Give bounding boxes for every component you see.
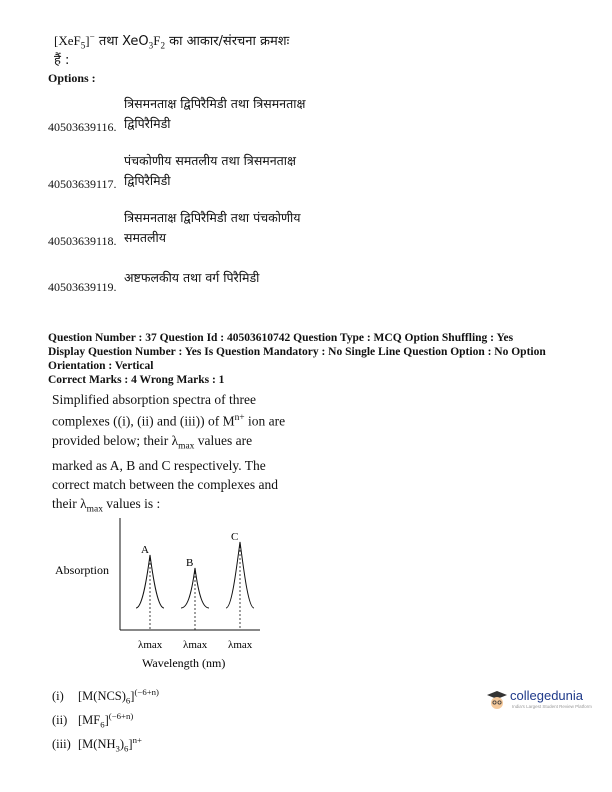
options-label: Options :: [48, 71, 96, 85]
question-text: [52, 390, 352, 520]
prev-question-line2: हैं :: [54, 53, 70, 68]
meta-line3: Orientation : Vertical: [48, 360, 154, 372]
tick-label-B: λmax: [183, 639, 208, 651]
peak-label-A: A: [141, 544, 149, 556]
option-4-line1: अष्टफलकीय तथा वर्ग पिरैमिडी: [124, 270, 260, 285]
question-line4: marked as A, B and C respectively. The: [52, 458, 266, 474]
option-1-id[interactable]: 40503639116.: [48, 120, 117, 134]
question-line2: complexes ((i), (ii) and (iii)) of $M^{n+}$ ion are: [52, 413, 286, 429]
prev-question-line1: [XeF$_5$]− तथा $XeO_3F_2$ का आकार/संरचना क्रमशः: [54, 31, 290, 51]
option-3-id[interactable]: 40503639118.: [48, 234, 117, 248]
graduate-avatar-icon: [486, 689, 508, 711]
x-axis-label: Wavelength (nm): [142, 656, 226, 670]
y-axis-label: Absorption: [55, 563, 109, 577]
question-line5: correct match between the complexes and: [52, 477, 279, 493]
collegedunia-logo[interactable]: [486, 687, 596, 713]
option-2-line2: द्विपिरैमिडी: [124, 173, 171, 188]
complex-i: (i) $[M(NCS)_6]^{(-6+n)}$: [52, 687, 159, 706]
option-2-id[interactable]: 40503639117.: [48, 177, 117, 191]
spectrum-peaks: [136, 531, 254, 651]
option-1-line2: द्विपिरैमिडी: [124, 116, 171, 131]
complex-iii: (iii) $[M(NH_3)_6]^{n+}$: [52, 735, 142, 754]
option-1-line1: त्रिसमनताक्ष द्विपिरैमिडी तथा त्रिसमनताक्ष: [124, 96, 306, 111]
option-3-line2: समतलीय: [124, 230, 167, 245]
question-line3: provided below; their $\lambda_{max}$ values are: [52, 432, 253, 452]
peak-label-C: C: [231, 531, 239, 543]
question-line1: Simplified absorption spectra of three: [52, 392, 256, 407]
complex-ii: (ii) $[MF_6]^{(-6+n)}$: [52, 711, 134, 730]
peak-label-B: B: [186, 557, 194, 569]
meta-line2: Display Question Number : Yes Is Question Mandatory : No Single Line Question Option : No Option: [48, 346, 546, 358]
meta-line1: Question Number : 37 Question Id : 40503610742 Question Type : MCQ Option Shuffling : Yes: [48, 332, 514, 344]
question-line6: their $\lambda_{max}$ values is :: [52, 496, 161, 515]
logo-name: collegedunia: [510, 688, 584, 703]
option-2-line1: पंचकोणीय समतलीय तथा त्रिसमनताक्ष: [124, 153, 297, 168]
tick-label-C: λmax: [228, 639, 253, 651]
tick-label-A: λmax: [138, 639, 163, 651]
logo-tagline: India's Largest Student Review Platform: [512, 704, 592, 709]
meta-line4: Correct Marks : 4 Wrong Marks : 1: [48, 374, 225, 386]
option-4-id[interactable]: 40503639119.: [48, 280, 117, 294]
question-meta: [48, 331, 588, 387]
option-3-line1: त्रिसमनताक्ष द्विपिरैमिडी तथा पंचकोणीय: [124, 210, 301, 225]
absorption-chart: [50, 510, 280, 680]
